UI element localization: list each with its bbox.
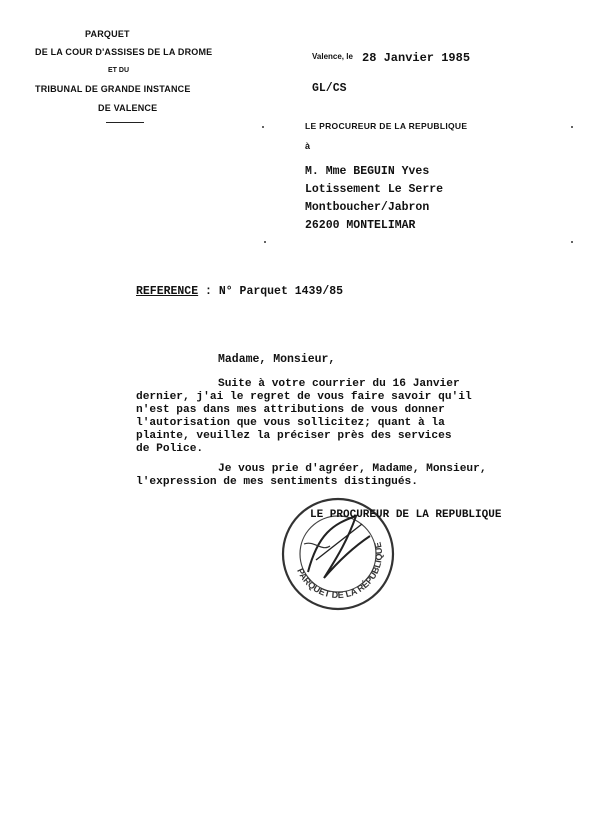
signature-title: LE PROCUREUR DE LA REPUBLIQUE [310,509,502,521]
scan-dot [262,126,264,128]
recipient-town: Montboucher/Jabron [305,201,430,214]
sender-divider [106,122,144,123]
paragraph-line: de Police. [136,443,204,455]
scan-dot [571,241,573,243]
reference-label: REFERENCE [136,285,199,298]
recipient-postcode-city: 26200 MONTELIMAR [305,219,416,232]
paragraph-line: Suite à votre courrier du 16 Janvier [218,378,460,390]
to-word: à [305,141,311,151]
reference-initials: GL/CS [312,82,347,95]
closing-line: l'expression de mes sentiments distingués. [136,476,418,488]
letter-date: 28 Janvier 1985 [362,51,471,65]
sender-line-et-du: ET DU [108,67,129,74]
stamp-ring-textpath: PARQUET DE LA RÉPUBLIQUE [295,540,385,601]
sender-line-valence: DE VALENCE [98,103,158,113]
paragraph-line: n'est pas dans mes attributions de vous donner [136,404,445,416]
paragraph-line: dernier, j'ai le regret de vous faire savoir qu'il [136,391,472,403]
sender-line-tribunal: TRIBUNAL DE GRANDE INSTANCE [35,84,191,94]
recipient-name: M. Mme BEGUIN Yves [305,165,430,178]
recipient-street: Lotissement Le Serre [305,183,444,196]
closing-line: Je vous prie d'agréer, Madame, Monsieur, [218,463,487,475]
sender-line-parquet: PARQUET [85,29,130,39]
paragraph-line: l'autorisation que vous sollicitez; quant à la [136,417,445,429]
reference-line [136,285,343,298]
scan-dot [264,241,266,243]
paragraph-line: plainte, veuillez la préciser près des services [136,430,452,442]
sender-title: LE PROCUREUR DE LA REPUBLIQUE [305,121,468,131]
place-label: Valence, le [312,52,353,61]
reference-separator: : [205,285,212,298]
scan-dot [571,126,573,128]
reference-value: N° Parquet 1439/85 [218,285,344,298]
sender-line-cour: DE LA COUR D'ASSISES DE LA DROME [35,47,213,57]
salutation: Madame, Monsieur, [218,353,336,366]
